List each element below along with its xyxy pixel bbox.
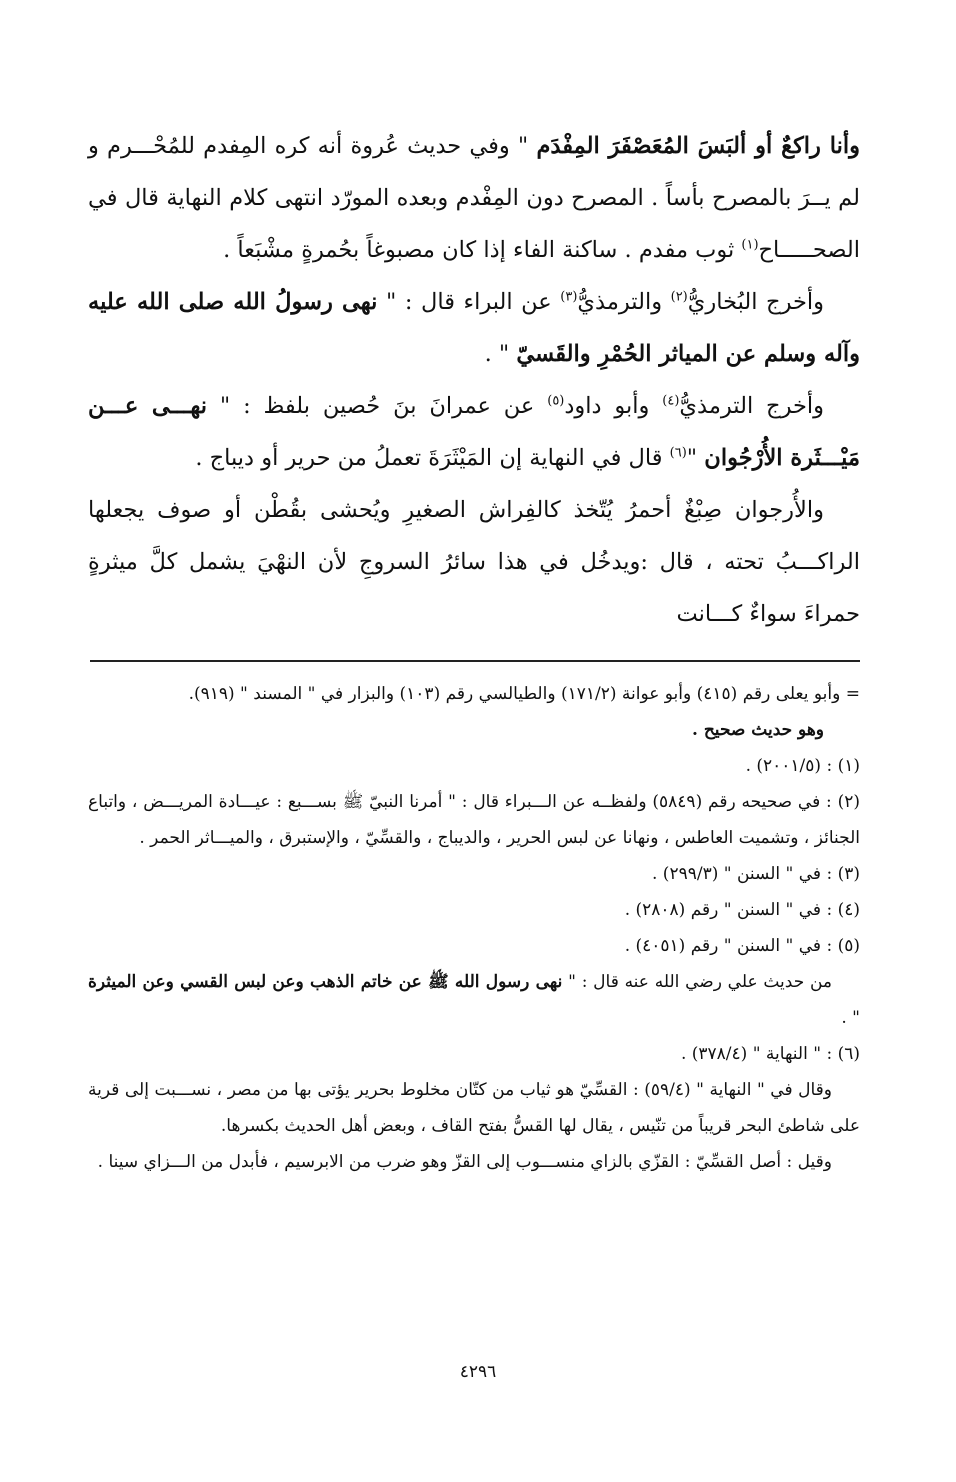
footnote-2: (٢) : في صحيحه رقم (٥٨٤٩) ولفظــه عن الـــبراء قال : " أمرنا النبيّ ﷺ بســـبع : عيـــادة المريـــض ، واتباع الجنائز ، وتشميت العاطس ، ونهانا عن لبس الحرير ، والديباج ، والقسِّيّ ، والإستبرق ، والميـــاثر الحمر .: [88, 792, 860, 848]
bold-phrase: نهى رسولُ الله صلى الله عليه وآله وسلم عن المياثر الحُمْرِ والقَسيّ: [88, 289, 860, 367]
paragraph-2: [88, 276, 860, 380]
footnote-divider: [90, 660, 860, 662]
footnote-ref: (٤): [662, 393, 680, 409]
text-run: ثوب مفدم . ساكنة الفاء إذا كان مصبوغاً بحُمرةٍ مشْبَعاً .: [223, 237, 742, 263]
bold-phrase: نهى رسول الله ﷺ عن خاتم الذهب وعن لبس القسي وعن الميثرة: [88, 972, 563, 992]
text-run: ": [686, 445, 705, 471]
text-run: عن البراء قال : ": [377, 289, 561, 315]
footnote-continued: = وأبو يعلى رقم (٤١٥) وأبو عوانة (١٧١/٢) والطيالسي رقم (١٠٣) والبزار في " المسند " (٩١٩).: [188, 684, 860, 704]
footnote-ref: (٣): [560, 289, 578, 305]
paragraph-4: [88, 484, 860, 640]
footnote-ref: (٥): [547, 393, 565, 409]
text-run: من حديث علي رضي الله عنه قال : ": [562, 972, 832, 992]
text-run: عن عمرانَ بنَ حُصين بلفظ : ": [207, 393, 548, 419]
text-run: " .: [484, 341, 517, 367]
text-run: " وفي حديث عُروة أنه كره المِفدم للمُحْـــرم و لم يــرَ بالمصرح بأساً . المصرح دون المِفْدم وبعده المورّد انتهى كلام النهاية قال في الصحـــــاح: [88, 133, 860, 263]
footnote-5-hadith: [88, 964, 860, 1036]
text-run: والترمذيُّ: [577, 289, 671, 315]
text-run: وأبو داود: [564, 393, 663, 419]
text-run: قال في النهاية إن المَيْثَرَةَ تعملُ من حرير أو ديباج .: [195, 445, 670, 471]
footnote-ref: (٦): [669, 445, 687, 461]
footnote-5: (٥) : في " السنن " رقم (٤٠٥١) .: [624, 936, 860, 956]
footnote-6: (٦) : " النهاية " (٣٧٨/٤) .: [680, 1044, 860, 1064]
bold-phrase: وأنا راكعٌ أو ألبَسَ المُعَصْفَرَ المِفْدَم: [536, 133, 860, 159]
footnote-1: (١) : (٢٠٠١/٥) .: [745, 756, 860, 776]
text-run: وأخرج البُخاريُّ: [687, 289, 825, 315]
text-run: " .: [841, 1008, 860, 1028]
footnote-ref: (٢): [670, 289, 688, 305]
footnote-4: (٤) : في " السنن " رقم (٢٨٠٨) .: [624, 900, 860, 920]
footnote-3: (٣) : في " السنن " (٢٩٩/٣) .: [652, 864, 860, 884]
text-run: وأخرج الترمذيُّ: [679, 393, 825, 419]
footnote-continued-verdict: وهو حديث صحيح .: [692, 720, 824, 740]
footnotes: [88, 676, 860, 1180]
page-number: ٤٢٩٦: [459, 1362, 497, 1382]
text-run: والأُرجوان صِبْغٌ أحمرُ يُتّخذ كالفِراش الصغيرِ ويُحشى بقُطْن أو صوف يجعلها الراكـــبُ تحته ، قال :ويدخُل في هذا سائرُ السروجِ لأن النهْيَ يشمل كلَّ ميثرةٍ حمراءَ سواءٌ كـــانت: [88, 497, 860, 627]
paragraph-3: [88, 380, 860, 484]
paragraph-1: [88, 120, 860, 276]
bold-phrase: نهـــى عـــن مَيْـــثَرة الأُرْجُوان: [88, 393, 860, 471]
footnote-6-alt-origin: وقيل : أصل القسِّيّ : القزّي بالزاي منســـوب إلى القزّ وهو ضرب من الابرسيم ، فأبدل من الـــزاي سينا .: [97, 1152, 832, 1172]
page-body: [88, 120, 860, 1180]
footnote-6-explanation: وقال في " النهاية " (٥٩/٤) : القسِّيّ هو ثياب من كتّان مخلوط بحرير يؤتى بها من مصر ، نســـبت إلى قرية على شاطئ البحر قريباً من تنّيس ، يقال لها القسُّ بفتح القاف ، وبعض أهل الحديث بكسرها.: [88, 1080, 860, 1136]
main-text: [88, 120, 860, 640]
footnote-ref: (١): [741, 237, 759, 253]
